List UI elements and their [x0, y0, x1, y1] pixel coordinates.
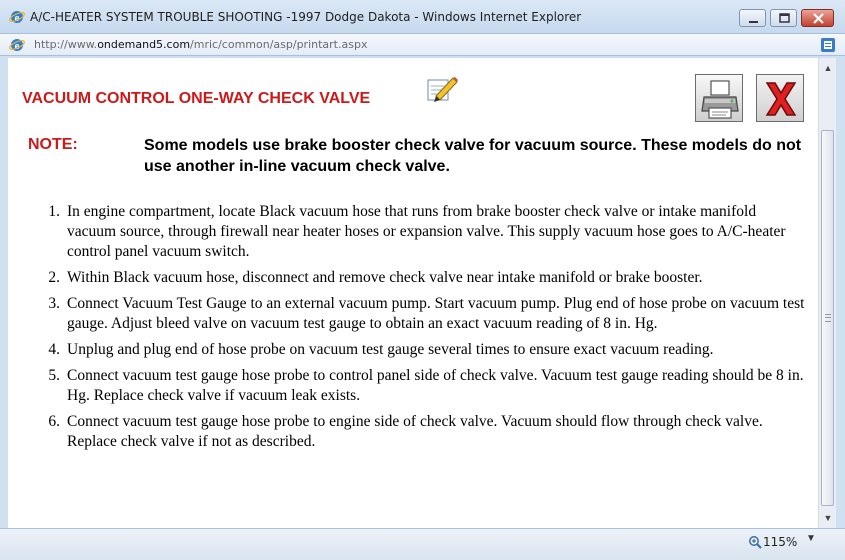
- page-content: [8, 58, 818, 528]
- step-text: Connect vacuum test gauge hose probe to control panel side of check valve. Vacuum test gauge reading should be 8 in. Hg. Replace check valve if vacuum leak exists.: [67, 367, 804, 404]
- page-status-icon[interactable]: [820, 37, 836, 53]
- step-text: Unplug and plug end of hose probe on vacuum test gauge several times to ensure exact vacuum reading.: [67, 341, 714, 358]
- vertical-scrollbar[interactable]: [818, 58, 836, 528]
- svg-text:e: e: [14, 40, 20, 52]
- procedure-steps: [36, 202, 806, 458]
- url-path: /mric/common/asp/printart.aspx: [190, 38, 368, 51]
- step-text: Within Black vacuum hose, disconnect and remove check valve near intake manifold or brake booster.: [67, 269, 703, 286]
- article-heading: VACUUM CONTROL ONE-WAY CHECK VALVE: [22, 90, 371, 107]
- scroll-down-arrow-icon[interactable]: ▼: [823, 513, 833, 523]
- step-number: 4.: [48, 341, 60, 358]
- scroll-up-arrow-icon[interactable]: ▲: [823, 63, 833, 73]
- ie-icon: [9, 9, 25, 25]
- window-title: A/C-HEATER SYSTEM TROUBLE SHOOTING -1997 Dodge Dakota - Windows Internet Explorer: [30, 10, 582, 24]
- minimize-button[interactable]: [739, 9, 766, 27]
- close-article-button[interactable]: [756, 74, 804, 122]
- step-item: [36, 412, 806, 452]
- address-bar[interactable]: [0, 34, 845, 56]
- maximize-button[interactable]: [770, 9, 797, 27]
- step-text: Connect vacuum test gauge hose probe to engine side of check valve. Vacuum should flow through check valve. Replace check valve if not as described.: [67, 413, 763, 450]
- url-host: ondemand5.com: [97, 38, 191, 51]
- step-number: 3.: [48, 295, 60, 312]
- step-number: 5.: [48, 367, 60, 384]
- ie-page-icon: [9, 37, 25, 53]
- print-button[interactable]: [695, 74, 743, 122]
- step-number: 1.: [48, 203, 60, 220]
- url-prefix: http://www.: [34, 38, 98, 51]
- note-label: NOTE:: [28, 136, 78, 153]
- red-x-icon: [757, 75, 805, 123]
- edit-pencil-icon[interactable]: [426, 74, 458, 104]
- printer-icon: [696, 75, 744, 123]
- title-bar: [0, 0, 845, 34]
- zoom-icon[interactable]: [748, 535, 762, 549]
- step-item: [36, 340, 806, 360]
- step-number: 2.: [48, 269, 60, 286]
- step-number: 6.: [48, 413, 60, 430]
- note-text: Some models use brake booster check valve for vacuum source. These models do not use another in-line vacuum check valve.: [144, 137, 802, 175]
- zoom-level[interactable]: 115%: [763, 535, 798, 549]
- svg-text:e: e: [14, 12, 20, 24]
- url-text[interactable]: [34, 38, 367, 51]
- zoom-dropdown-arrow-icon[interactable]: ▼: [806, 533, 816, 544]
- step-item: [36, 202, 806, 262]
- step-item: [36, 294, 806, 334]
- step-item: [36, 366, 806, 406]
- step-text: Connect Vacuum Test Gauge to an external vacuum pump. Start vacuum pump. Plug end of hose probe on vacuum test gauge. Adjust bleed valve on vacuum test gauge to obtain an exact vacuum reading of 8 in. Hg.: [67, 295, 805, 332]
- status-bar: [0, 528, 845, 560]
- window-close-button[interactable]: [801, 9, 834, 27]
- step-text: In engine compartment, locate Black vacuum hose that runs from brake booster check valve or intake manifold vacuum source, through firewall near heater hoses or expansion valve. This supply vacuum hose goes to A/C-heater control panel vacuum switch.: [67, 203, 786, 260]
- scroll-thumb[interactable]: [821, 130, 834, 506]
- grip-icon: [825, 314, 831, 322]
- step-item: [36, 268, 806, 288]
